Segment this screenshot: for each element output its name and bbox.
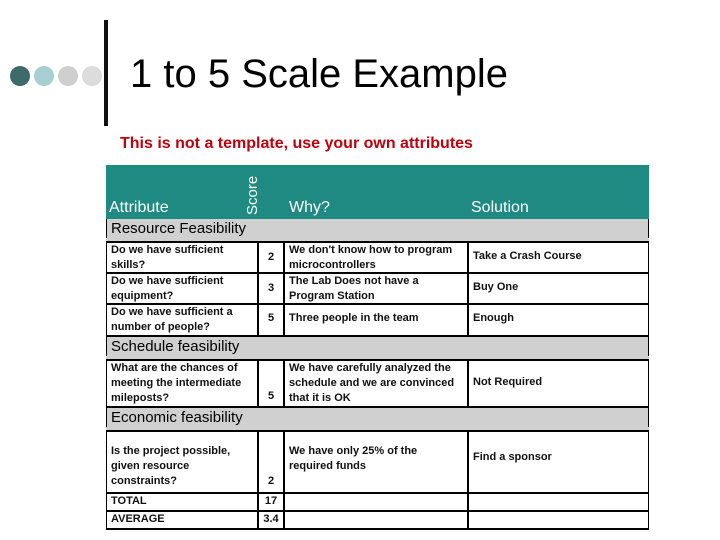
- average-solution-cell: [467, 512, 650, 528]
- section-label: Schedule feasibility: [106, 335, 649, 356]
- row-solution: Take a Crash Course: [467, 243, 650, 273]
- row-attribute: What are the chances of meeting the intermediate mileposts?: [111, 362, 242, 404]
- total-label: TOTAL: [111, 495, 147, 507]
- average-label: AVERAGE: [111, 513, 165, 525]
- slide-subtitle: This is not a template, use your own attributes: [120, 135, 473, 152]
- row-score: 2: [257, 243, 283, 273]
- row-score: 2: [257, 432, 283, 492]
- row-score: 5: [257, 305, 283, 335]
- row-attribute: Do we have sufficient skills?: [111, 244, 224, 271]
- row-why: The Lab Does not have a Program Station: [283, 274, 467, 304]
- header-why: Why?: [289, 199, 330, 216]
- row-why: We don't know how to program microcontrollers: [283, 243, 467, 273]
- section-label: Economic feasibility: [106, 406, 649, 427]
- total-value: 17: [257, 494, 283, 510]
- dot-2: [34, 66, 54, 86]
- average-row: [106, 510, 649, 530]
- total-solution-cell: [467, 494, 650, 510]
- header-score: Score: [244, 175, 261, 215]
- row-score: 3: [257, 274, 283, 304]
- row-attribute: Do we have sufficient a number of people?: [111, 306, 233, 333]
- dot-1: [10, 66, 30, 86]
- row-why: We have carefully analyzed the schedule and we are convinced that it is OK: [283, 361, 467, 406]
- table-row: [106, 241, 649, 272]
- title-divider: [104, 20, 108, 126]
- table-row: [106, 430, 649, 492]
- header-solution: Solution: [471, 199, 529, 216]
- row-score: 5: [257, 361, 283, 406]
- feasibility-table: [106, 165, 649, 530]
- dot-4: [82, 66, 102, 86]
- average-why-cell: [283, 512, 467, 528]
- section-label: Resource Feasibility: [106, 219, 649, 238]
- row-why: We have only 25% of the required funds: [283, 432, 467, 492]
- row-why: Three people in the team: [283, 305, 467, 335]
- row-attribute: Is the project possible, given resource constraints?: [111, 445, 231, 487]
- slide-title: 1 to 5 Scale Example: [130, 52, 508, 96]
- dot-3: [58, 66, 78, 86]
- table-header: [106, 165, 649, 219]
- table-row: [106, 359, 649, 406]
- total-row: [106, 492, 649, 510]
- row-solution: Find a sponsor: [467, 432, 650, 492]
- table-row: [106, 272, 649, 303]
- row-solution: Enough: [467, 305, 650, 335]
- header-attribute: Attribute: [109, 199, 169, 216]
- total-why-cell: [283, 494, 467, 510]
- table-row: [106, 303, 649, 335]
- row-solution: Buy One: [467, 274, 650, 304]
- row-attribute: Do we have sufficient equipment?: [111, 275, 224, 302]
- average-value: 3.4: [257, 512, 283, 528]
- row-solution: Not Required: [467, 361, 650, 406]
